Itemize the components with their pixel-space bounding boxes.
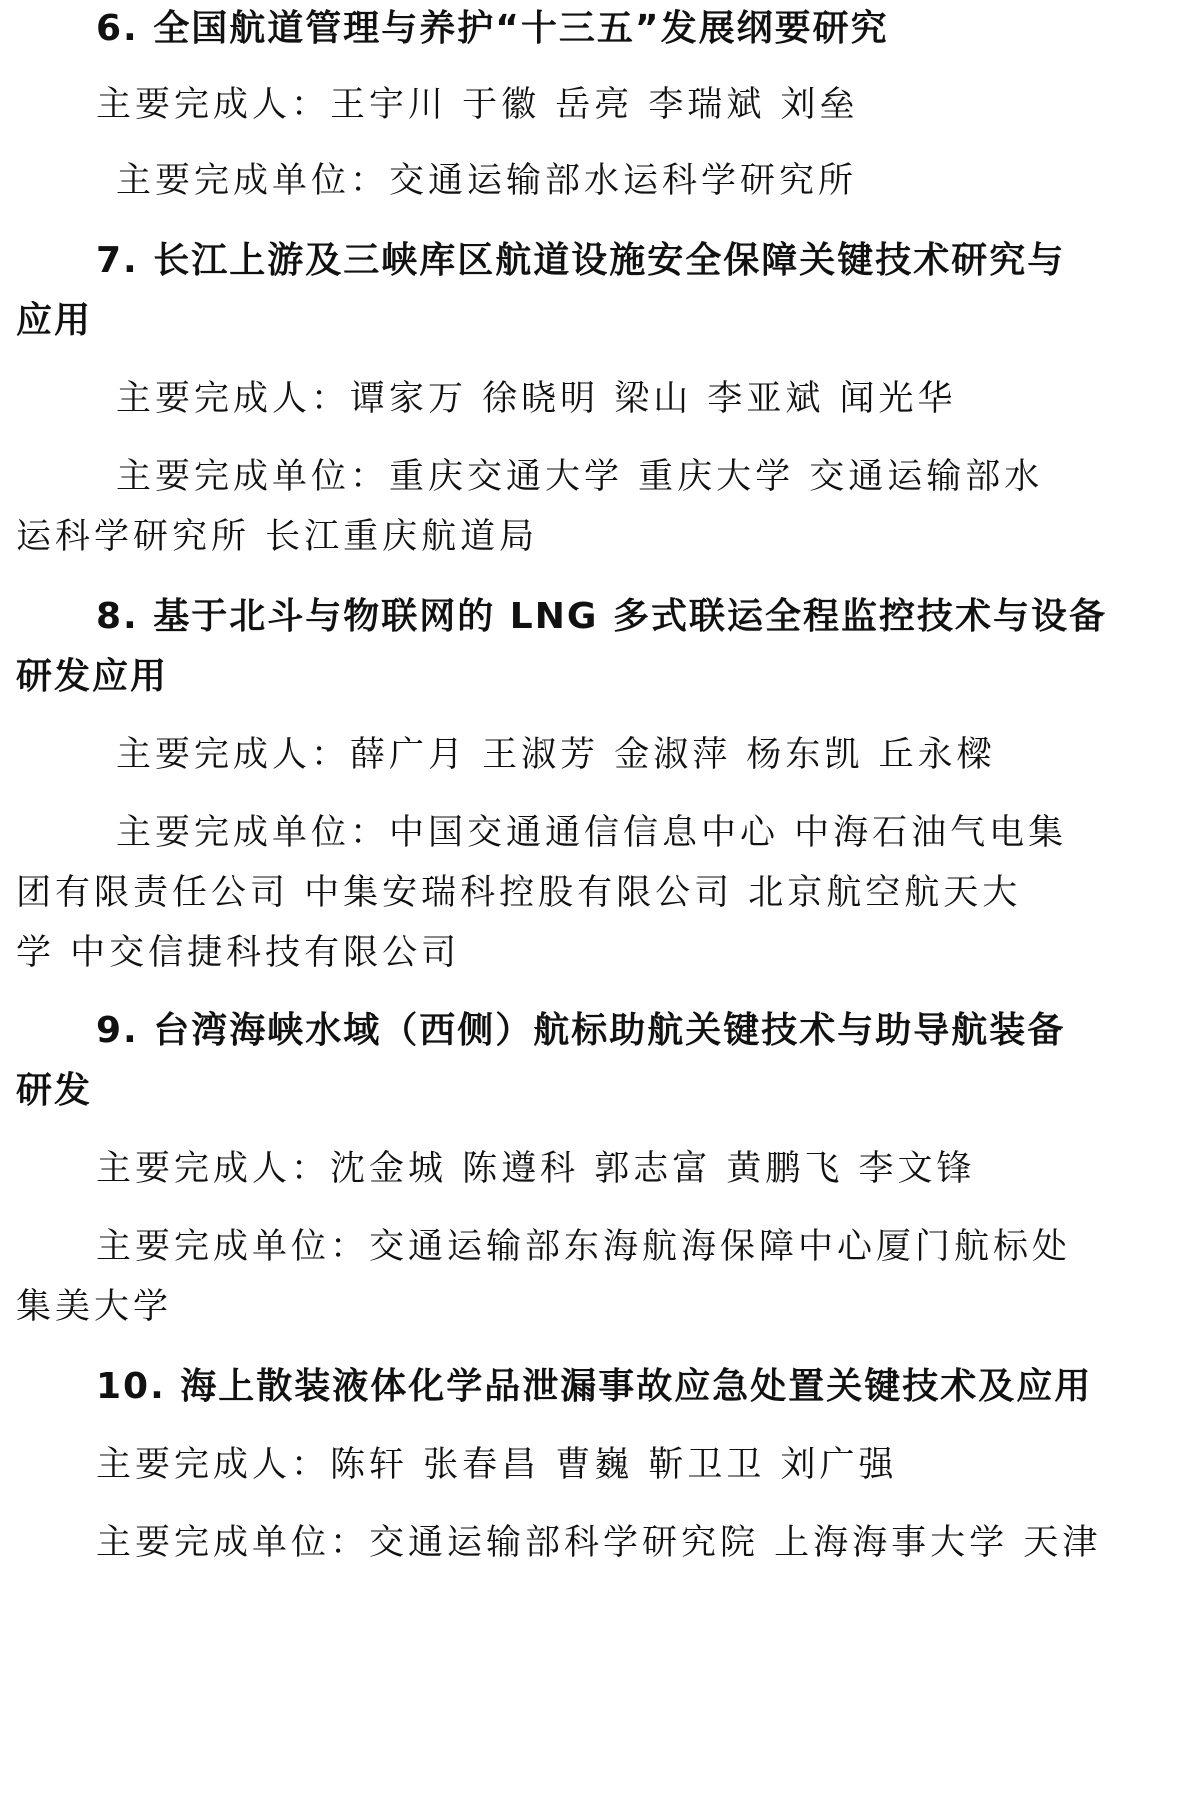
entry-6-title: 6. 全国航道管理与养护“十三五”发展纲要研究: [96, 8, 889, 49]
entry-9-persons: 主要完成人：沈金城 陈遵科 郭志富 黄鹏飞 李文锋: [96, 1149, 976, 1189]
entry-6-persons: 主要完成人：王宇川 于徽 岳亮 李瑞斌 刘垒: [96, 85, 859, 125]
entry-8-title: 8. 基于北斗与物联网的 LNG 多式联运全程监控技术与设备: [96, 596, 1107, 637]
entry-7-title: 7. 长江上游及三峡库区航道设施安全保障关键技术研究与: [96, 240, 1066, 281]
entry-9-units: 主要完成单位：交通运输部东海航海保障中心厦门航标处: [96, 1227, 1072, 1267]
entry-7-persons: 主要完成人：谭家万 徐晓明 梁山 李亚斌 闻光华: [116, 379, 957, 419]
entry-8-units-cont-2: 学 中交信捷科技有限公司: [16, 933, 461, 973]
entry-7-title-cont: 应用: [16, 300, 93, 341]
entry-7-units: 主要完成单位：重庆交通大学 重庆大学 交通运输部水: [116, 457, 1044, 497]
entry-7-units-cont: 运科学研究所 长江重庆航道局: [16, 517, 539, 557]
entry-10-title: 10. 海上散装液体化学品泄漏事故应急处置关键技术及应用: [96, 1366, 1093, 1407]
entry-10-units: 主要完成单位：交通运输部科学研究院 上海海事大学 天津: [96, 1523, 1102, 1563]
entry-8-units-cont-1: 团有限责任公司 中集安瑞科控股有限公司 北京航空航天大: [16, 873, 1022, 913]
entry-8-persons: 主要完成人：薛广月 王淑芳 金淑萍 杨东凯 丘永樑: [116, 735, 996, 775]
entry-6-units: 主要完成单位：交通运输部水运科学研究所: [116, 161, 858, 201]
entry-8-title-cont: 研发应用: [16, 656, 169, 697]
entry-9-units-cont: 集美大学: [16, 1287, 173, 1327]
entry-8-units: 主要完成单位：中国交通通信信息中心 中海石油气电集: [116, 813, 1068, 853]
entry-9-title: 9. 台湾海峡水域（西侧）航标助航关键技术与助导航装备: [96, 1010, 1066, 1051]
entry-10-persons: 主要完成人：陈轩 张春昌 曹巍 靳卫卫 刘广强: [96, 1445, 898, 1485]
entry-9-title-cont: 研发: [16, 1070, 93, 1111]
